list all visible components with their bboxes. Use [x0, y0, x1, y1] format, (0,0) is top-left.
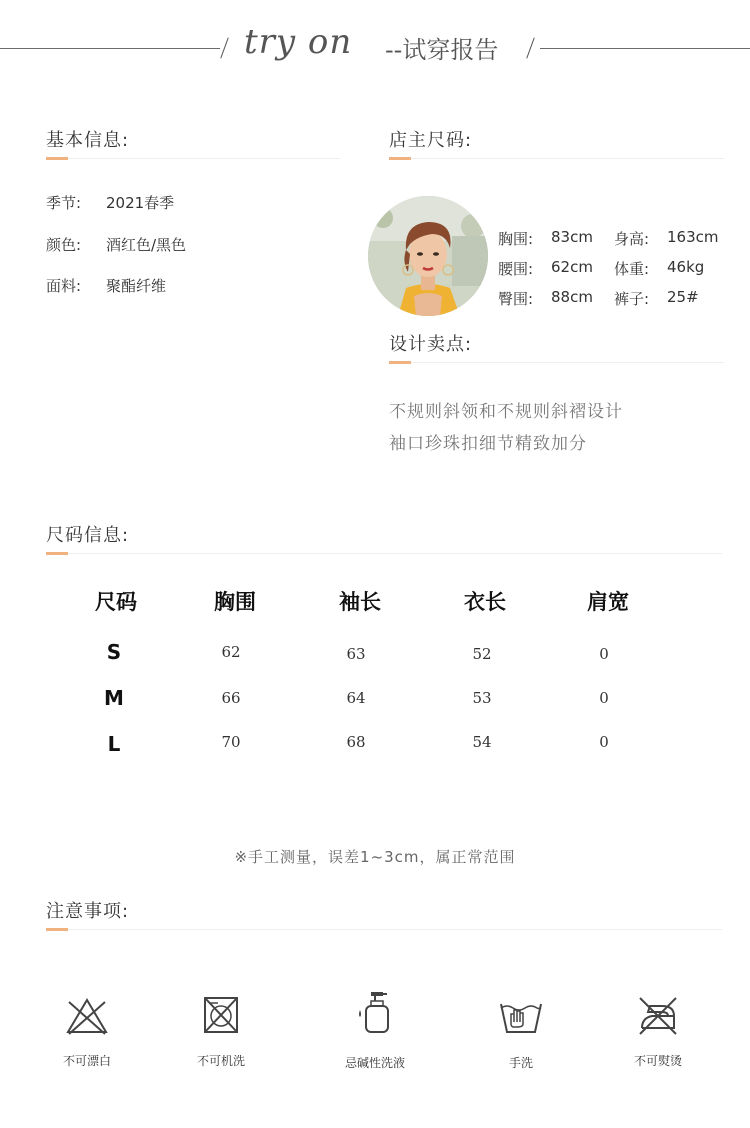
basic-info-title: 基本信息:: [46, 130, 130, 151]
season-label: 季节:: [46, 194, 82, 212]
bust-value: 83cm: [551, 228, 593, 246]
design-rule: [389, 362, 724, 363]
cell-s-bust: 62: [221, 643, 241, 661]
no-alkaline-detergent-icon: [351, 990, 399, 1034]
size-info-rule: [46, 553, 722, 554]
season-value: 2021春季: [106, 194, 175, 212]
model-portrait-image: [368, 196, 488, 316]
weight-value: 46kg: [667, 258, 705, 276]
size-m: M: [104, 686, 124, 710]
header-rule-left: [0, 48, 220, 49]
color-label: 颜色:: [46, 236, 82, 254]
cell-l-bust: 70: [221, 733, 241, 751]
cell-s-sleeve: 63: [346, 645, 366, 663]
hip-label: 臀围:: [498, 290, 534, 308]
no-iron-label: 不可熨烫: [633, 1054, 682, 1068]
cell-m-bust: 66: [221, 689, 241, 707]
no-bleach-icon: [63, 994, 111, 1038]
header-cn-title: --试穿报告: [385, 36, 499, 64]
cell-s-shoulder: 0: [599, 645, 609, 663]
fabric-label: 面料:: [46, 277, 82, 295]
hip-value: 88cm: [551, 288, 593, 306]
bust-label: 胸围:: [498, 230, 534, 248]
size-info-title: 尺码信息:: [46, 525, 130, 546]
shop-size-accent: [389, 157, 411, 160]
design-accent: [389, 361, 411, 364]
header-size: 尺码: [95, 590, 137, 614]
measurement-note: ※手工测量，误差1~3cm，属正常范围: [234, 848, 516, 866]
care-rule: [46, 929, 722, 930]
no-bleach-label: 不可漂白: [62, 1054, 111, 1068]
care-title: 注意事项:: [46, 901, 130, 922]
no-machine-wash-icon: [197, 994, 245, 1038]
cell-m-length: 53: [472, 689, 492, 707]
pants-value: 25#: [667, 288, 699, 306]
no-alkaline-detergent-label: 忌碱性洗液: [344, 1056, 405, 1070]
header-script-title: try on: [244, 22, 353, 62]
height-label: 身高:: [614, 230, 650, 248]
header-length: 衣长: [464, 590, 506, 614]
no-machine-wash-label: 不可机洗: [196, 1054, 245, 1068]
size-info-accent: [46, 552, 68, 555]
shop-size-title: 店主尺码:: [389, 130, 473, 151]
shop-size-rule: [389, 158, 724, 159]
header-slash-left: [220, 37, 228, 58]
cell-s-length: 52: [472, 645, 492, 663]
size-l: L: [107, 732, 121, 756]
hand-wash-label: 手洗: [508, 1056, 533, 1070]
care-accent: [46, 928, 68, 931]
basic-info-rule: [46, 158, 340, 159]
basic-info-accent: [46, 157, 68, 160]
header-bust: 胸围: [214, 590, 256, 614]
weight-label: 体重:: [614, 260, 650, 278]
model-avatar: [368, 196, 488, 316]
waist-value: 62cm: [551, 258, 593, 276]
fabric-value: 聚酯纤维: [106, 277, 167, 295]
pants-label: 裤子:: [614, 290, 650, 308]
header-slash-right: [526, 37, 534, 58]
size-s: S: [106, 640, 122, 664]
header-sleeve: 袖长: [339, 590, 381, 614]
header-shoulder: 肩宽: [587, 590, 629, 614]
cell-l-length: 54: [472, 733, 492, 751]
cell-m-shoulder: 0: [599, 689, 609, 707]
cell-m-sleeve: 64: [346, 689, 366, 707]
design-point-1: 不规则斜领和不规则斜褶设计: [389, 402, 623, 422]
cell-l-shoulder: 0: [599, 733, 609, 751]
no-iron-icon: [634, 994, 682, 1038]
waist-label: 腰围:: [498, 260, 534, 278]
cell-l-sleeve: 68: [346, 733, 366, 751]
hand-wash-icon: [497, 994, 545, 1038]
design-point-2: 袖口珍珠扣细节精致加分: [389, 434, 587, 454]
height-value: 163cm: [667, 228, 719, 246]
color-value: 酒红色/黑色: [106, 236, 187, 254]
header-rule-right: [540, 48, 750, 49]
design-title: 设计卖点:: [389, 334, 473, 355]
